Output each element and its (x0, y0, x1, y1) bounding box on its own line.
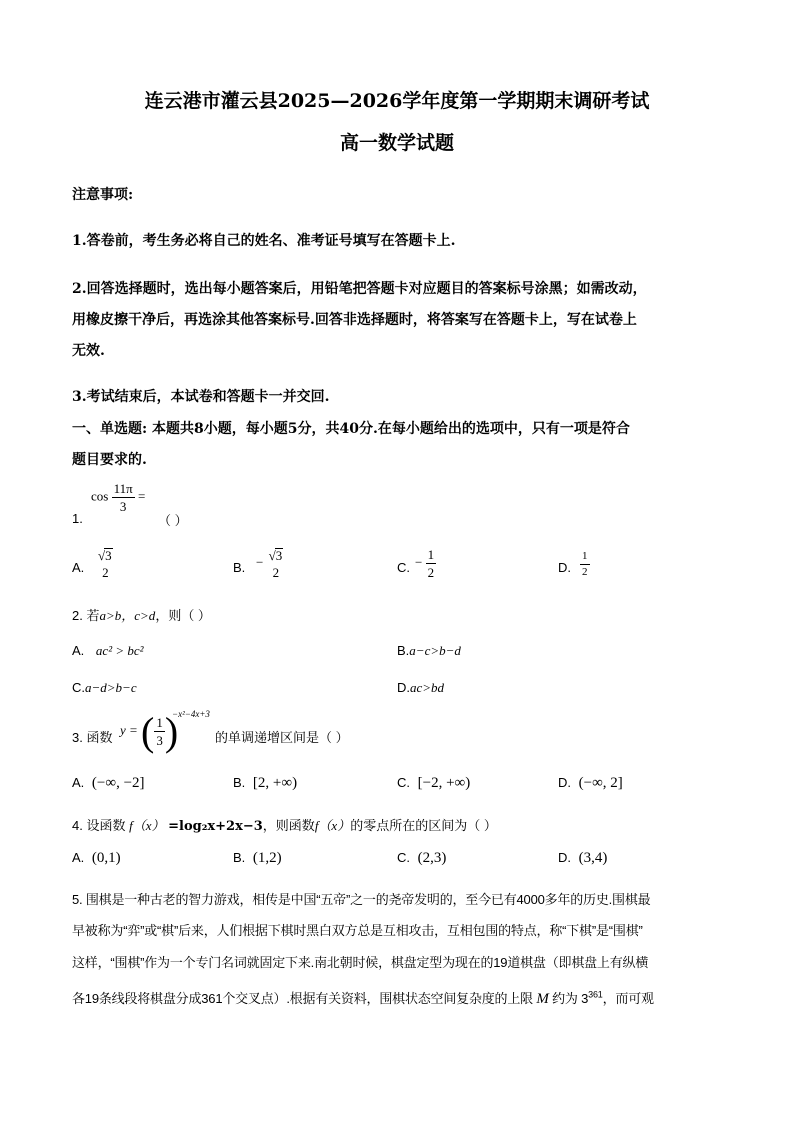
q5-symbol-m: M (536, 991, 549, 1007)
q3-base-den: 3 (156, 733, 163, 748)
q2-option-d (397, 680, 444, 696)
q4-b-expr: (1,2) (252, 850, 282, 866)
q1-option-d-label: D. (558, 560, 571, 575)
q3-right-paren: ) (164, 709, 179, 754)
q1-c-num: 1 (427, 547, 435, 562)
q2-d-label: D. (397, 680, 410, 695)
q3-option-a (72, 775, 145, 792)
q2-stem (72, 605, 211, 624)
note-1: 1.答卷前，考生务必将自己的姓名、准考证号填写在答题卡上. (72, 233, 456, 249)
q1-equals: = (137, 488, 146, 504)
q3-c-expr: [−2, +∞) (417, 775, 471, 791)
q5-line-3: 这样，“围棋”作为一个专门名词就固定下来.南北朝时候，棋盘定型为现在的19道棋盘（即棋盘上有纵横 (72, 955, 649, 970)
q4-stem-mid: ，则函数 (262, 818, 315, 833)
q1-a-radicand: 3 (105, 548, 112, 563)
q3-option-c (397, 775, 470, 792)
q4-d-expr: (3,4) (578, 850, 608, 866)
q3-d-label: D. (558, 775, 571, 790)
q3-b-expr: [2, +∞) (252, 775, 298, 791)
section-1-intro-line-1: 一、单选题: 本题共8小题，每小题5分，共40分.在每小题给出的选项中，只有一项是符合 (72, 421, 630, 437)
q3-c-label: C. (397, 775, 410, 790)
q2-b-label: B. (397, 643, 410, 658)
q3-base-num: 1 (156, 715, 163, 730)
note-3: 3.考试结束后，本试卷和答题卡一并交回. (72, 389, 330, 405)
q4-c-expr: (2,3) (417, 850, 447, 866)
q3-stem-post: 的单调递增区间是（ ） (215, 730, 349, 745)
q1-c-frac (426, 548, 437, 579)
q3-a-expr: (−∞, −2] (91, 775, 145, 791)
q1-b-frac (267, 548, 286, 579)
q3-b-label: B. (233, 775, 246, 790)
q4-a-label: A. (72, 850, 85, 865)
q1-d-frac (580, 551, 590, 578)
q4-number: 4. (72, 818, 83, 833)
q3-number: 3. (72, 730, 83, 745)
q2-option-a (72, 643, 144, 659)
q5-power-exponent: 361 (588, 989, 603, 1000)
q1-option-c-expr (415, 548, 436, 579)
q5-line-4-post: ，而可观 (602, 991, 654, 1006)
note-2-line-2: 用橡皮擦干净后，再选涂其他答案标号.回答非选择题时，将答案写在答题卡上，写在试卷上 (72, 312, 637, 328)
q2-condition: a>b，c>d (99, 608, 156, 623)
q1-option-c-label: C. (397, 560, 410, 575)
q1-fraction (112, 482, 135, 513)
q2-a-label: A. (72, 643, 85, 658)
q3-option-d (558, 775, 623, 792)
q1-option-b-label: B. (233, 560, 246, 575)
q1-c-den: 2 (427, 565, 435, 580)
q4-d-label: D. (558, 850, 571, 865)
q2-option-b (397, 643, 461, 659)
note-2-line-3: 无效. (72, 343, 105, 359)
q1-a-den: 2 (102, 565, 109, 580)
q1-a-num: √3 (98, 548, 112, 563)
q4-option-c (397, 850, 446, 867)
q4-expression: =log₂x+2x−3 (168, 819, 263, 834)
q1-frac-den: 3 (119, 499, 127, 514)
q1-option-b-expr (256, 548, 285, 579)
q4-a-expr: (0,1) (91, 850, 121, 866)
q5-line-1: 5. 围棋是一种古老的智力游戏，相传是中国“五帝”之一的尧帝发明的，至今已有4000多年的历史.围棋最 (72, 892, 651, 907)
q3-d-expr: (−∞, 2] (578, 775, 623, 791)
q1-b-den: 2 (272, 565, 280, 580)
q2-number: 2. (72, 608, 83, 623)
q2-a-expr: ac² > bc² (95, 643, 144, 658)
q5-line-4-mid: 约为 (552, 991, 578, 1006)
q1-number: 1. (72, 511, 83, 526)
q4-option-a (72, 850, 121, 867)
q2-stem-pre: 若 (86, 608, 100, 623)
q4-c-label: C. (397, 850, 410, 865)
note-2-line-1: 2.回答选择题时，选出每小题答案后，用铅笔把答题卡对应题目的答案标号涂黑；如需改动， (72, 281, 647, 297)
exam-subtitle: 高一数学试题 (339, 132, 454, 154)
q3-a-label: A. (72, 775, 85, 790)
q1-b-num: √3 (268, 548, 283, 563)
q3-base-frac (154, 716, 165, 747)
exam-title: 连云港市灌云县2025—2026学年度第一学期期末调研考试 (144, 90, 650, 112)
q1-option-a-label: A. (72, 560, 85, 575)
q4-stem-post: 的零点所在的区间为（ ） (350, 818, 497, 833)
q2-c-label: C. (72, 680, 85, 695)
q2-b-expr: a−c>b−d (409, 643, 461, 658)
q1-a-frac (96, 548, 115, 579)
q1-frac-num: 11π (113, 481, 133, 496)
q2-d-expr: ac>bd (410, 680, 445, 695)
q3-number-stem (72, 727, 112, 746)
q2-option-c (72, 680, 137, 696)
q5-power-base: 3 (581, 991, 589, 1006)
q1-b-sign: − (256, 554, 264, 570)
q3-exponent: −x²−4x+3 (172, 709, 210, 719)
q1-paren: （ ） (158, 513, 188, 528)
q5-line-2: 早被称为“弈”或“棋”后来，人们根据下棋时黑白双方总是互相攻击，互相包围的特点，称“下棋”是“围棋” (72, 923, 643, 938)
q3-y: y = (120, 722, 138, 738)
q3-stem-pre: 函数 (86, 730, 113, 745)
q1-d-num: 1 (580, 551, 590, 565)
q3-option-b (233, 775, 297, 792)
q5-line-4 (72, 988, 654, 1008)
q1-option-a-expr (96, 548, 115, 579)
q1-b-radicand: 3 (275, 548, 283, 563)
q1-c-sign: − (415, 554, 423, 570)
q4-b-label: B. (233, 850, 246, 865)
q4-option-b (233, 850, 282, 867)
q4-f1: f（x） (129, 818, 165, 833)
q4-stem (72, 815, 497, 834)
q1-d-den: 2 (582, 566, 588, 578)
q4-stem-pre: 设函数 (86, 818, 126, 833)
q2-c-expr: a−d>b−c (85, 680, 137, 695)
section-1-intro-line-2: 题目要求的. (72, 452, 147, 468)
q1-cos: cos (91, 488, 109, 504)
q3-function-expr (120, 708, 178, 755)
q2-stem-post: ，则（ ） (155, 608, 211, 623)
q1-stem (91, 482, 145, 513)
q4-f2: f（x） (314, 818, 351, 833)
q3-left-paren: ( (141, 709, 155, 754)
q5-line-4-pre: 各19条线段将棋盘分成361个交叉点）.根据有关资料，围棋状态空间复杂度的上限 (72, 991, 533, 1006)
q4-option-d (558, 850, 607, 867)
notes-heading: 注意事项: (72, 187, 134, 203)
q1-option-d-expr (580, 551, 590, 578)
